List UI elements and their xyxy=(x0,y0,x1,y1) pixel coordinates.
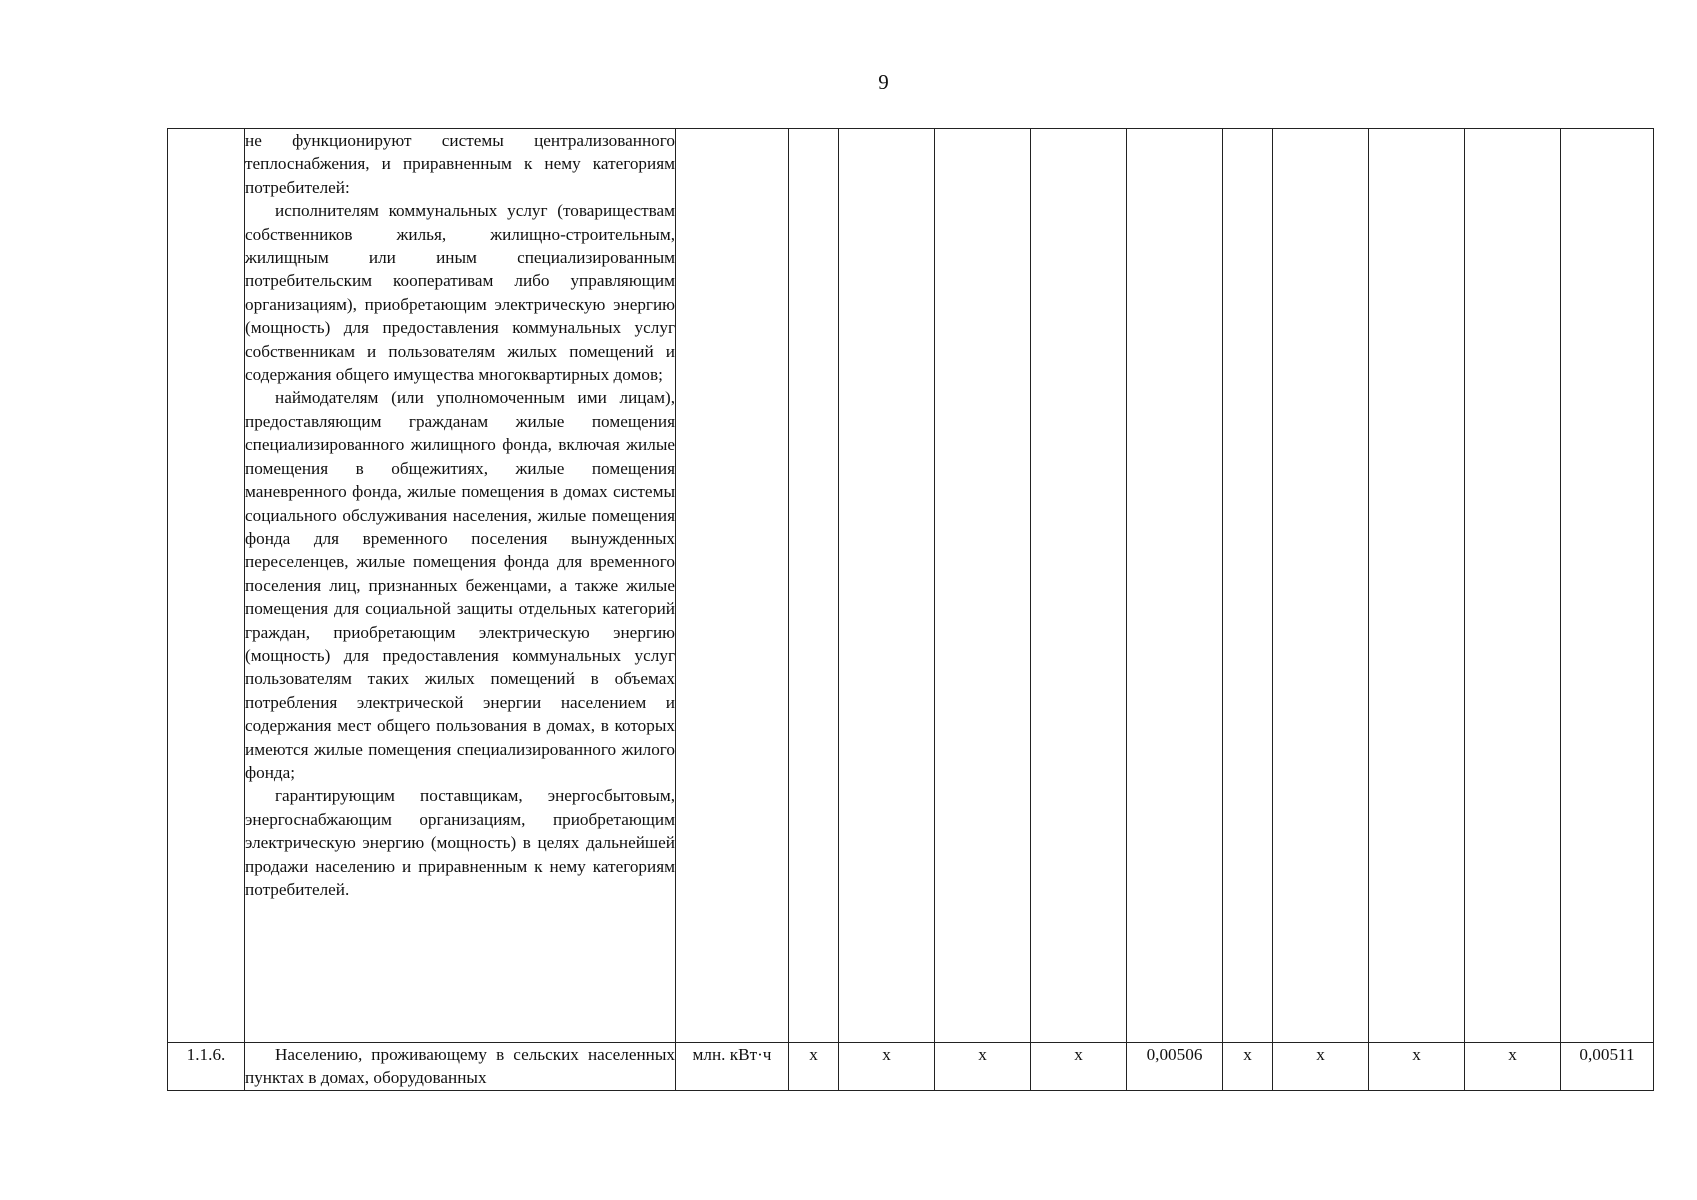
description-paragraph: наймодателям (или уполномоченным ими лицам), предоставляющим гражданам жилые помещения специализированного жилищного фонда, включая жилые помещения в общежитиях, жилые помещения маневренного фонда, жилые помещения в домах системы социального обслуживания населения, жилые помещения фонда для временного поселения вынужденных переселенцев, жилые помещения фонда для временного поселения лиц, признанных беженцами, а также жилые помещения для социальной защиты отдельных категорий граждан, приобретающим электрическую энергию (мощность) для предоставления коммунальных услуг пользователям таких жилых помещений в объемах потребления электрической энергии населением и содержания мест общего пользования в домах, в которых имеются жилые помещения специализированного жилого фонда; xyxy=(245,388,675,782)
page-number: 9 xyxy=(878,70,889,94)
row-number: 1.1.6. xyxy=(168,1043,245,1091)
description-cell xyxy=(245,1043,676,1091)
value-cell-empty xyxy=(789,129,839,1043)
value-cell: x xyxy=(1369,1043,1465,1091)
value-cell: x xyxy=(1273,1043,1369,1091)
value-cell: x xyxy=(935,1043,1031,1091)
value-cell: x xyxy=(1465,1043,1561,1091)
value-cell: x xyxy=(789,1043,839,1091)
description-paragraph: исполнителям коммунальных услуг (товариществам собственников жилья, жилищно-строительным, жилищным или иным специализированным потребительским кооперативам либо управляющим организациям), приобретающим электрическую энергию (мощность) для предоставления коммунальных услуг собственникам и пользователям жилых помещений и содержания общего имущества многоквартирных домов; xyxy=(245,201,675,385)
value-cell-empty xyxy=(1561,129,1654,1043)
value-cell-empty xyxy=(1223,129,1273,1043)
value-cell-empty xyxy=(935,129,1031,1043)
table-row-continued xyxy=(168,129,1654,1043)
value-cell-empty xyxy=(1031,129,1127,1043)
value-cell-empty xyxy=(1273,129,1369,1043)
value-cell: x xyxy=(839,1043,935,1091)
value-cell-empty xyxy=(1369,129,1465,1043)
value-cell: x xyxy=(1223,1043,1273,1091)
value-cell: 0,00506 xyxy=(1127,1043,1223,1091)
unit-cell-empty xyxy=(676,129,789,1043)
unit-cell: млн. кВт·ч xyxy=(676,1043,789,1091)
value-cell: 0,00511 xyxy=(1561,1043,1654,1091)
description-paragraph: гарантирующим поставщикам, энергосбытовым, энергоснабжающим организациям, приобретающим электрическую энергию (мощность) в целях дальнейшей продажи населению и приравненным к нему категориям потребителей. xyxy=(245,786,675,899)
value-cell-empty xyxy=(1465,129,1561,1043)
description-paragraph: не функционируют системы централизованного теплоснабжения, и приравненным к нему категориям потребителей: xyxy=(245,131,675,197)
value-cell-empty xyxy=(1127,129,1223,1043)
table-row-1-1-6 xyxy=(168,1043,1654,1091)
number-cell-empty xyxy=(168,129,245,1043)
value-cell: x xyxy=(1031,1043,1127,1091)
description-cell xyxy=(245,129,676,1043)
value-cell-empty xyxy=(839,129,935,1043)
description-paragraph: Населению, проживающему в сельских населенных пунктах в домах, оборудованных xyxy=(245,1045,675,1088)
tariff-table xyxy=(167,128,1654,1091)
